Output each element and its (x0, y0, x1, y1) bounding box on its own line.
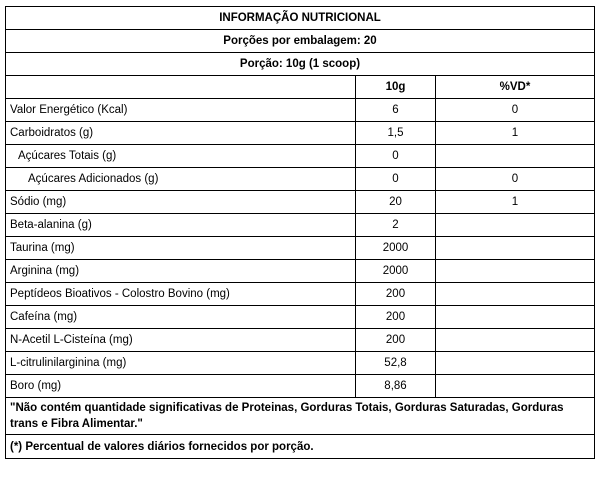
nutrient-amount: 200 (356, 306, 436, 329)
table-row (6, 375, 595, 398)
footnote-row (6, 435, 595, 459)
nutrient-amount: 200 (356, 329, 436, 352)
nutrient-amount: 0 (356, 145, 436, 168)
column-header-nutrient (6, 76, 356, 99)
nutrient-vd (436, 329, 595, 352)
table-row (6, 352, 595, 375)
nutrient-label: Açúcares Totais (g) (6, 145, 356, 168)
nutrition-table (5, 6, 595, 459)
nutrient-label: Peptídeos Bioativos - Colostro Bovino (mg) (6, 283, 356, 306)
nutrient-label: Açúcares Adicionados (g) (6, 168, 356, 191)
nutrient-amount: 8,86 (356, 375, 436, 398)
nutrient-vd: 1 (436, 122, 595, 145)
servings-per-package: Porções por embalagem: 20 (6, 30, 595, 53)
nutrition-facts-panel (5, 6, 594, 459)
portion-row (6, 53, 595, 76)
nutrient-amount: 2000 (356, 260, 436, 283)
title-row (6, 7, 595, 30)
nutrient-amount: 6 (356, 99, 436, 122)
column-header-amount: 10g (356, 76, 436, 99)
nutrient-vd (436, 237, 595, 260)
nutrient-amount: 20 (356, 191, 436, 214)
table-row (6, 306, 595, 329)
nutrient-amount: 0 (356, 168, 436, 191)
nutrient-label: Carboidratos (g) (6, 122, 356, 145)
nutrient-vd (436, 145, 595, 168)
table-row (6, 237, 595, 260)
nutrient-amount: 200 (356, 283, 436, 306)
nutrient-amount: 1,5 (356, 122, 436, 145)
table-row (6, 168, 595, 191)
column-header-row (6, 76, 595, 99)
nutrient-vd (436, 260, 595, 283)
table-row (6, 99, 595, 122)
nutrient-label: Cafeína (mg) (6, 306, 356, 329)
nutrient-label: Taurina (mg) (6, 237, 356, 260)
footnote: (*) Percentual de valores diários fornecidos por porção. (6, 435, 595, 459)
nutrient-vd: 0 (436, 168, 595, 191)
nutrient-label: Sódio (mg) (6, 191, 356, 214)
table-row (6, 145, 595, 168)
nutrient-label: Boro (mg) (6, 375, 356, 398)
table-row (6, 283, 595, 306)
nutrient-label: Beta-alanina (g) (6, 214, 356, 237)
nutrient-label: L-citrulinilarginina (mg) (6, 352, 356, 375)
nutrient-label: N-Acetil L-Cisteína (mg) (6, 329, 356, 352)
table-row (6, 122, 595, 145)
nutrient-vd (436, 214, 595, 237)
nutrient-amount: 52,8 (356, 352, 436, 375)
nutrient-vd (436, 283, 595, 306)
portion-size: Porção: 10g (1 scoop) (6, 53, 595, 76)
nutrient-vd (436, 375, 595, 398)
disclaimer-note: "Não contém quantidade significativas de Proteinas, Gorduras Totais, Gorduras Saturadas, Gorduras trans e Fibra Alimentar." (6, 398, 595, 435)
nutrient-amount: 2000 (356, 237, 436, 260)
nutrient-vd (436, 352, 595, 375)
table-row (6, 214, 595, 237)
nutrient-amount: 2 (356, 214, 436, 237)
nutrient-vd (436, 306, 595, 329)
servings-row (6, 30, 595, 53)
table-row (6, 191, 595, 214)
column-header-vd: %VD* (436, 76, 595, 99)
table-title: INFORMAÇÃO NUTRICIONAL (6, 7, 595, 30)
note-row (6, 398, 595, 435)
table-row (6, 260, 595, 283)
nutrient-vd: 1 (436, 191, 595, 214)
nutrient-vd: 0 (436, 99, 595, 122)
nutrient-label: Valor Energético (Kcal) (6, 99, 356, 122)
table-row (6, 329, 595, 352)
nutrient-label: Arginina (mg) (6, 260, 356, 283)
